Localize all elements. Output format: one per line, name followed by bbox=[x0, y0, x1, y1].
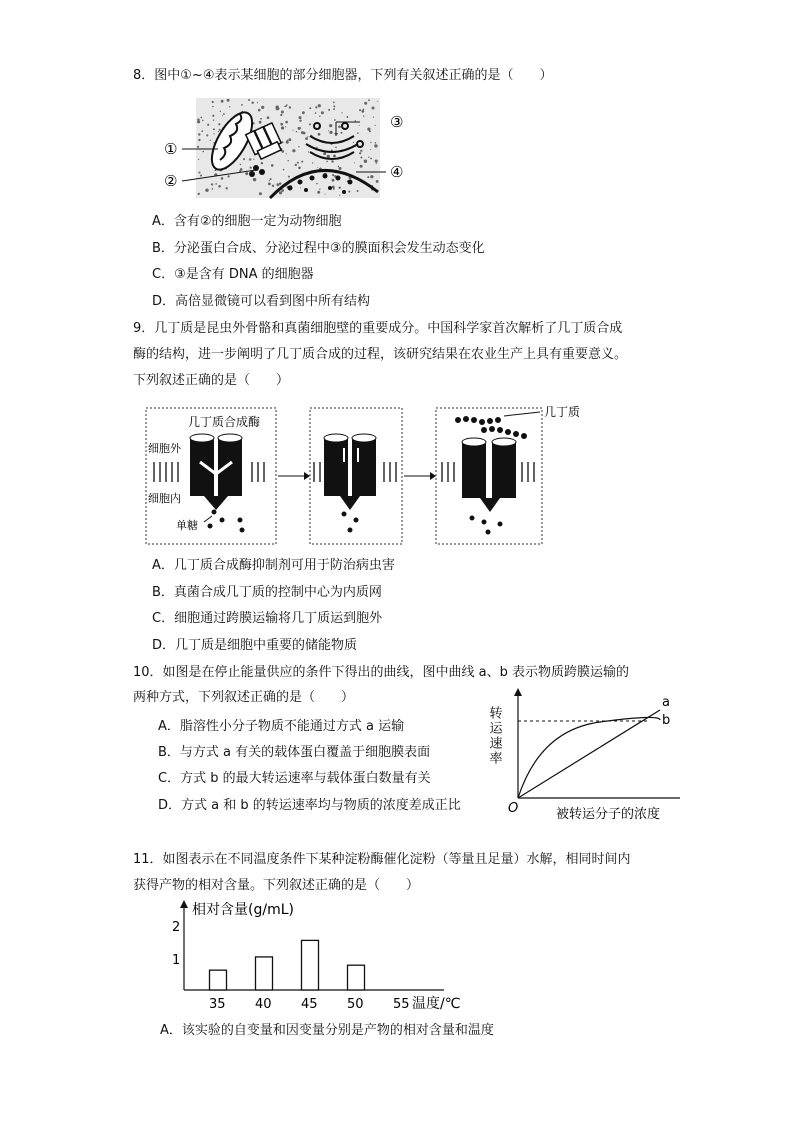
cytoplasm-speckle bbox=[213, 120, 214, 121]
cytoplasm-speckle bbox=[360, 157, 362, 159]
cytoplasm-speckle bbox=[316, 183, 318, 185]
q8-option-d: D．高倍显微镜可以看到图中所有结构 bbox=[152, 294, 371, 309]
q9-chitin-synthesis-figure bbox=[144, 402, 614, 552]
cytoplasm-speckle bbox=[315, 106, 317, 108]
cytoplasm-speckle bbox=[202, 151, 204, 153]
cytoplasm-speckle bbox=[271, 164, 274, 167]
q11-ytick-1: 1 bbox=[172, 953, 181, 968]
cytoplasm-speckle bbox=[295, 164, 297, 166]
cytoplasm-speckle bbox=[321, 111, 324, 114]
cytoplasm-speckle bbox=[281, 126, 284, 129]
cytoplasm-speckle bbox=[285, 121, 288, 124]
cytoplasm-speckle bbox=[212, 188, 214, 190]
cytoplasm-speckle bbox=[332, 179, 335, 182]
q9-outside-label: 细胞外 bbox=[148, 442, 181, 455]
cytoplasm-speckle bbox=[317, 167, 318, 168]
cytoplasm-speckle bbox=[331, 160, 333, 162]
cytoplasm-speckle bbox=[332, 186, 335, 189]
q8-option-a: A．含有②的细胞一定为动物细胞 bbox=[152, 214, 342, 229]
cytoplasm-speckle bbox=[301, 131, 304, 134]
enzyme-2-icon bbox=[324, 434, 376, 510]
bar-50 bbox=[348, 965, 365, 990]
cytoplasm-speckle bbox=[269, 180, 270, 181]
bar-35 bbox=[210, 970, 227, 990]
cytoplasm-speckle bbox=[198, 133, 200, 135]
cytoplasm-speckle bbox=[240, 164, 241, 165]
cytoplasm-speckle bbox=[298, 146, 299, 147]
cytoplasm-speckle bbox=[229, 106, 230, 107]
bar-45 bbox=[302, 940, 319, 990]
cytoplasm-speckle bbox=[282, 150, 285, 153]
q8-label-1: ① bbox=[164, 140, 178, 158]
cytoplasm-speckle bbox=[319, 189, 320, 190]
cytoplasm-speckle bbox=[364, 160, 367, 163]
cytoplasm-speckle bbox=[329, 124, 332, 127]
cytoplasm-speckle bbox=[281, 189, 284, 192]
q11-bar-chart bbox=[150, 898, 490, 1018]
q8-label-4: ④ bbox=[390, 163, 404, 181]
cytoplasm-speckle bbox=[249, 158, 251, 160]
q10-curve-a-label: a bbox=[662, 695, 670, 710]
cytoplasm-speckle bbox=[372, 107, 375, 110]
cytoplasm-speckle bbox=[361, 110, 364, 113]
cytoplasm-speckle bbox=[302, 111, 305, 114]
cytoplasm-speckle bbox=[277, 183, 280, 186]
q11-ylabel: 相对含量(g/mL) bbox=[192, 902, 294, 918]
cytoplasm-speckle bbox=[240, 168, 243, 171]
cytoplasm-speckle bbox=[218, 185, 221, 188]
cytoplasm-speckle bbox=[293, 130, 294, 131]
cytoplasm-speckle bbox=[245, 172, 248, 175]
cytoplasm-speckle bbox=[341, 132, 343, 134]
cytoplasm-speckle bbox=[292, 149, 295, 152]
q8-label-3: ③ bbox=[390, 113, 404, 131]
enzyme-3-icon bbox=[462, 438, 516, 512]
q10-ylabel: 转运速率 bbox=[486, 706, 502, 766]
cytoplasm-speckle bbox=[201, 130, 203, 132]
cytoplasm-speckle bbox=[215, 183, 217, 185]
curve-b bbox=[518, 717, 660, 798]
cytoplasm-speckle bbox=[253, 159, 254, 160]
cytoplasm-speckle bbox=[296, 131, 297, 132]
cytoplasm-speckle bbox=[270, 178, 272, 180]
cytoplasm-speckle bbox=[333, 108, 335, 110]
q8-stem: 8．图中①~④表示某细胞的部分细胞器，下列有关叙述正确的是（ ） bbox=[133, 68, 553, 83]
cytoplasm-speckle bbox=[214, 133, 215, 134]
cytoplasm-speckle bbox=[298, 167, 301, 170]
cytoplasm-speckle bbox=[370, 175, 373, 178]
cytoplasm-speckle bbox=[287, 140, 289, 142]
cytoplasm-speckle bbox=[376, 180, 379, 183]
cytoplasm-speckle bbox=[276, 106, 279, 109]
cytoplasm-speckle bbox=[317, 191, 320, 194]
cytoplasm-speckle bbox=[205, 189, 208, 192]
cytoplasm-speckle bbox=[198, 159, 199, 160]
cytoplasm-speckle bbox=[370, 142, 371, 143]
cytoplasm-speckle bbox=[212, 101, 214, 103]
cytoplasm-speckle bbox=[359, 125, 360, 126]
cytoplasm-speckle bbox=[286, 153, 287, 154]
cytoplasm-speckle bbox=[218, 123, 220, 125]
cytoplasm-speckle bbox=[281, 111, 284, 114]
cytoplasm-speckle bbox=[259, 121, 262, 124]
q9-stem-line-2: 酶的结构，进一步阐明了几丁质合成的过程，该研究结果在农业生产上具有重要意义。 bbox=[133, 347, 628, 362]
q9-monosaccharide-label: 单糖 bbox=[176, 519, 198, 532]
cytoplasm-speckle bbox=[223, 113, 225, 115]
cytoplasm-speckle bbox=[364, 102, 367, 105]
cytoplasm-speckle bbox=[279, 191, 282, 194]
cytoplasm-speckle bbox=[268, 183, 271, 186]
cytoplasm-speckle bbox=[368, 157, 369, 158]
cytoplasm-speckle bbox=[252, 102, 254, 104]
cytoplasm-speckle bbox=[360, 165, 363, 168]
cytoplasm-speckle bbox=[347, 116, 349, 118]
cytoplasm-speckle bbox=[300, 187, 301, 188]
q11-option-a: A．该实验的自变量和因变量分别是产物的相对含量和温度 bbox=[160, 1023, 494, 1038]
cytoplasm-speckle bbox=[370, 149, 371, 150]
membrane-left-1 bbox=[154, 462, 178, 482]
q9-inside-label: 细胞内 bbox=[148, 492, 181, 505]
cytoplasm-speckle bbox=[261, 106, 264, 109]
cytoplasm-speckle bbox=[260, 118, 262, 120]
cytoplasm-speckle bbox=[299, 116, 302, 119]
cytoplasm-speckle bbox=[200, 176, 201, 177]
cytoplasm-speckle bbox=[319, 116, 320, 117]
q10-origin: O bbox=[508, 801, 519, 816]
cytoplasm-speckle bbox=[221, 100, 224, 103]
cytoplasm-speckle bbox=[367, 176, 369, 178]
cytoplasm-speckle bbox=[307, 136, 308, 137]
cytoplasm-speckle bbox=[318, 104, 321, 107]
cytoplasm-speckle bbox=[219, 129, 221, 131]
q10-xlabel: 被转运分子的浓度 bbox=[556, 807, 661, 822]
cytoplasm-speckle bbox=[333, 105, 335, 107]
cytoplasm-speckle bbox=[363, 115, 364, 116]
q10-stem-line-1: 10．如图是在停止能量供应的条件下得出的曲线，图中曲线 a、b 表示物质跨膜运输的 bbox=[133, 665, 630, 680]
cytoplasm-speckle bbox=[363, 109, 365, 111]
cytoplasm-speckle bbox=[221, 177, 224, 180]
cytoplasm-speckle bbox=[222, 115, 223, 116]
cytoplasm-speckle bbox=[210, 140, 211, 141]
cytoplasm-speckle bbox=[312, 162, 313, 163]
cytoplasm-speckle bbox=[328, 130, 329, 131]
cytoplasm-speckle bbox=[335, 147, 337, 149]
cytoplasm-speckle bbox=[357, 190, 359, 192]
cytoplasm-speckle bbox=[370, 158, 372, 160]
cytoplasm-speckle bbox=[197, 120, 200, 123]
cytoplasm-speckle bbox=[328, 109, 330, 111]
cytoplasm-speckle bbox=[338, 166, 339, 167]
xtick-50: 50 bbox=[347, 997, 364, 1012]
cytoplasm-speckle bbox=[283, 169, 285, 171]
cytoplasm-speckle bbox=[207, 124, 209, 126]
cytoplasm-speckle bbox=[338, 126, 341, 129]
cytoplasm-speckle bbox=[257, 102, 258, 103]
cytoplasm-speckle bbox=[348, 191, 350, 193]
cytoplasm-speckle bbox=[301, 161, 303, 163]
q9-option-a: A．几丁质合成酶抑制剂可用于防治病虫害 bbox=[152, 558, 395, 573]
cytoplasm-speckle bbox=[227, 99, 230, 102]
cytoplasm-speckle bbox=[199, 172, 201, 174]
cytoplasm-speckle bbox=[261, 162, 263, 164]
cytoplasm-speckle bbox=[333, 102, 335, 104]
cytoplasm-speckle bbox=[359, 109, 361, 111]
cytoplasm-speckle bbox=[309, 107, 311, 109]
q10-option-a: A．脂溶性小分子物质不能通过方式 a 运输 bbox=[158, 719, 405, 734]
cytoplasm-speckle bbox=[333, 155, 336, 158]
xtick-40: 40 bbox=[255, 997, 272, 1012]
cytoplasm-speckle bbox=[309, 123, 311, 125]
cytoplasm-speckle bbox=[375, 142, 377, 144]
membrane-right-1 bbox=[252, 462, 264, 482]
cytoplasm-speckle bbox=[339, 167, 342, 170]
cytoplasm-speckle bbox=[332, 174, 334, 176]
cytoplasm-speckle bbox=[375, 125, 376, 126]
cytoplasm-speckle bbox=[198, 139, 200, 141]
cytoplasm-speckle bbox=[280, 114, 282, 116]
cytoplasm-speckle bbox=[373, 117, 374, 118]
q10-option-d: D．方式 a 和 b 的转运速率均与物质的浓度差成正比 bbox=[158, 798, 461, 813]
cytoplasm-speckle bbox=[211, 183, 213, 185]
cytoplasm-speckle bbox=[318, 133, 321, 136]
cytoplasm-speckle bbox=[329, 131, 332, 134]
cytoplasm-speckle bbox=[361, 150, 363, 152]
cytoplasm-speckle bbox=[355, 120, 356, 121]
q9-chitin-label: 几丁质 bbox=[544, 405, 581, 419]
cytoplasm-speckle bbox=[299, 120, 301, 122]
cytoplasm-speckle bbox=[258, 109, 261, 112]
cytoplasm-speckle bbox=[288, 160, 289, 161]
cytoplasm-speckle bbox=[280, 183, 281, 184]
cytoplasm-speckle bbox=[339, 187, 341, 189]
cytoplasm-speckle bbox=[212, 106, 213, 107]
cytoplasm-speckle bbox=[227, 175, 229, 177]
cytoplasm-speckle bbox=[244, 159, 245, 160]
cytoplasm-speckle bbox=[367, 128, 370, 131]
cytoplasm-speckle bbox=[359, 152, 361, 154]
cytoplasm-speckle bbox=[377, 101, 378, 102]
cytoplasm-speckle bbox=[280, 123, 283, 126]
cytoplasm-speckle bbox=[326, 161, 328, 163]
cytoplasm-speckle bbox=[341, 112, 342, 113]
q10-transport-graph bbox=[486, 686, 690, 826]
cytoplasm-speckle bbox=[272, 185, 274, 187]
cytoplasm-speckle bbox=[289, 106, 291, 108]
cytoplasm-speckle bbox=[375, 160, 378, 163]
q10-curve-b-label: b bbox=[662, 713, 671, 728]
cytoplasm-speckle bbox=[376, 163, 377, 164]
enzyme-1-icon bbox=[190, 434, 242, 510]
q9-stem-line-3: 下列叙述正确的是（ ） bbox=[133, 373, 290, 388]
xtick-45: 45 bbox=[301, 997, 318, 1012]
cytoplasm-speckle bbox=[253, 178, 256, 181]
q9-option-d: D．几丁质是细胞中重要的储能物质 bbox=[152, 638, 358, 653]
cytoplasm-speckle bbox=[334, 119, 336, 121]
cytoplasm-speckle bbox=[354, 162, 355, 163]
cytoplasm-speckle bbox=[197, 146, 199, 148]
cytoplasm-speckle bbox=[202, 120, 204, 122]
q11-stem-line-2: 获得产物的相对含量。下列叙述正确的是（ ） bbox=[133, 878, 420, 893]
cytoplasm-speckle bbox=[339, 195, 340, 196]
cytoplasm-speckle bbox=[218, 131, 219, 132]
cytoplasm-speckle bbox=[357, 132, 359, 134]
q11-stem-line-1: 11．如图表示在不同温度条件下某种淀粉酶催化淀粉（等量且足量）水解，相同时间内 bbox=[133, 852, 631, 867]
cytoplasm-speckle bbox=[200, 117, 202, 119]
chitin-chain-icon bbox=[455, 416, 527, 439]
cytoplasm-speckle bbox=[267, 116, 270, 119]
cytoplasm-speckle bbox=[198, 193, 200, 195]
q9-enzyme-label: 几丁质合成酶 bbox=[188, 415, 261, 429]
cytoplasm-speckle bbox=[305, 137, 308, 140]
cytoplasm-speckle bbox=[288, 138, 291, 141]
q10-option-c: C．方式 b 的最大转运速率与载体蛋白数量有关 bbox=[158, 771, 431, 786]
xtick-35: 35 bbox=[209, 997, 226, 1012]
cytoplasm-speckle bbox=[220, 111, 221, 112]
cytoplasm-speckle bbox=[316, 147, 317, 148]
cytoplasm-speckle bbox=[259, 192, 262, 195]
cytoplasm-speckle bbox=[374, 144, 377, 147]
cytoplasm-speckle bbox=[286, 141, 288, 143]
q10-stem-line-2: 两种方式，下列叙述正确的是（ ） bbox=[133, 690, 355, 705]
cytoplasm-speckle bbox=[353, 142, 354, 143]
q9-option-c: C．细胞通过跨膜运输将几丁质运到胞外 bbox=[152, 611, 383, 626]
q8-option-c: C．③是含有 DNA 的细胞器 bbox=[152, 267, 314, 282]
cytoplasm-speckle bbox=[285, 126, 286, 127]
cytoplasm-speckle bbox=[315, 112, 317, 114]
cytoplasm-speckle bbox=[226, 187, 228, 189]
q10-option-b: B．与方式 a 有关的载体蛋白覆盖于细胞膜表面 bbox=[158, 745, 431, 760]
curve-a bbox=[518, 710, 660, 798]
q8-option-b: B．分泌蛋白合成、分泌过程中③的膜面积会发生动态变化 bbox=[152, 241, 485, 256]
cytoplasm-speckle bbox=[248, 99, 250, 101]
xtick-55: 55 bbox=[393, 997, 410, 1012]
cytoplasm-speckle bbox=[212, 115, 214, 117]
cytoplasm-speckle bbox=[213, 128, 215, 130]
cytoplasm-speckle bbox=[284, 106, 285, 107]
bar-40 bbox=[256, 957, 273, 990]
q11-xlabel: 温度/℃ bbox=[412, 996, 461, 1012]
q9-stem-line-1: 9．几丁质是昆虫外骨骼和真菌细胞壁的重要成分。中国科学家首次解析了几丁质合成 bbox=[133, 321, 623, 336]
cytoplasm-speckle bbox=[325, 194, 326, 195]
cytoplasm-speckle bbox=[288, 176, 290, 178]
cytoplasm-speckle bbox=[308, 151, 309, 152]
cytoplasm-speckle bbox=[300, 127, 301, 128]
q9-option-b: B．真菌合成几丁质的控制中心为内质网 bbox=[152, 585, 382, 600]
cytoplasm-speckle bbox=[368, 99, 370, 101]
cytoplasm-speckle bbox=[241, 104, 243, 106]
q11-ytick-2: 2 bbox=[172, 920, 181, 935]
cytoplasm-speckle bbox=[297, 162, 299, 164]
cytoplasm-speckle bbox=[206, 134, 208, 136]
q8-organelle-figure bbox=[160, 96, 420, 202]
cytoplasm-speckle bbox=[250, 167, 252, 169]
q8-label-2: ② bbox=[164, 172, 178, 190]
